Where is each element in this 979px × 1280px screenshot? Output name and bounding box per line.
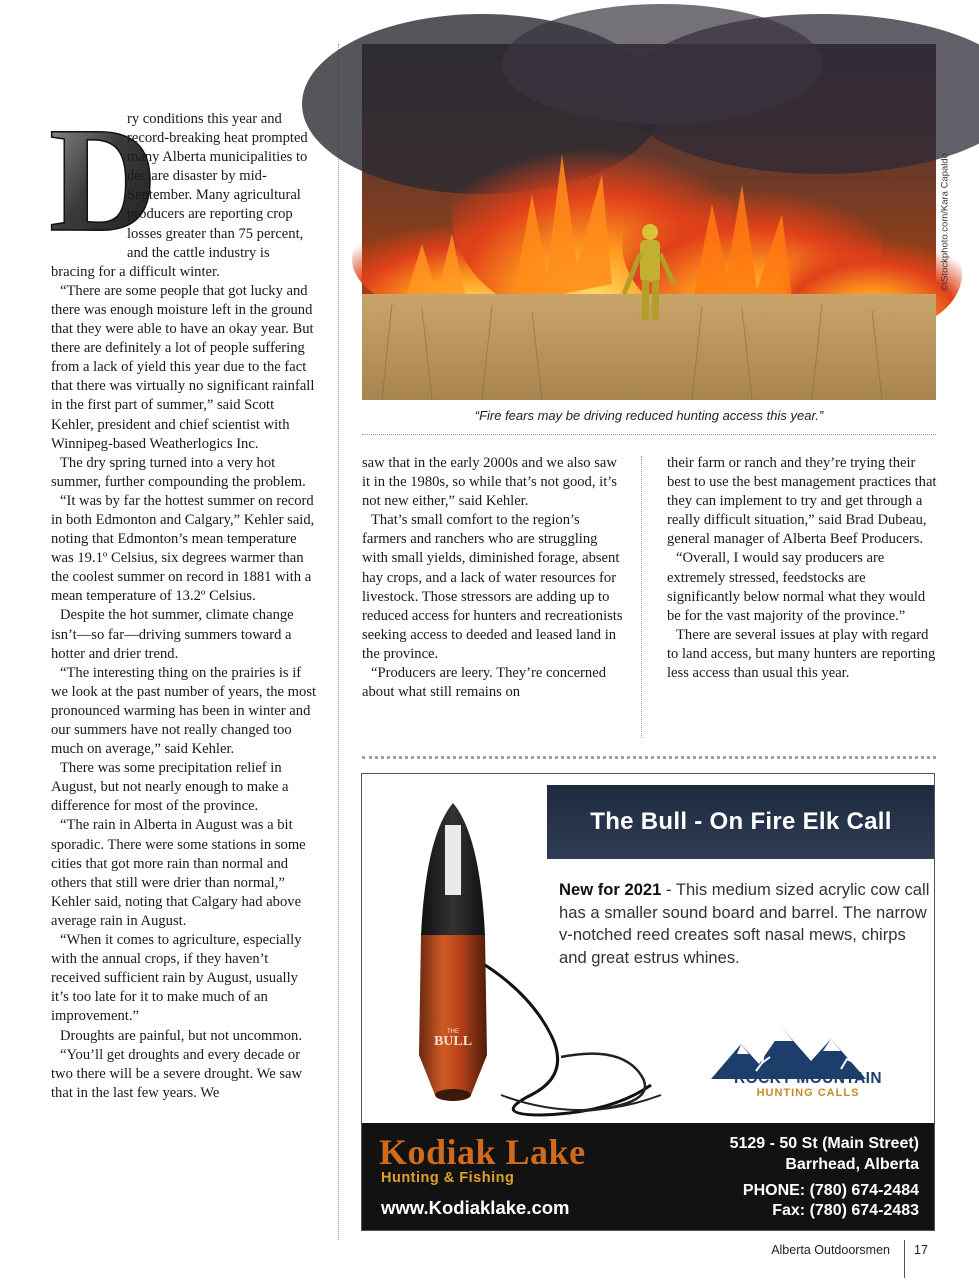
paragraph: “The interesting thing on the prairies is if we look at the past number of years, the most pronounced warming has been in winter and our summers have not really changed too much on average,” said Kehler. xyxy=(51,664,317,758)
paragraph: Droughts are painful, but not uncommon. xyxy=(60,1027,302,1044)
paragraph: That’s small comfort to the region’s farmers and ranchers who are struggling with small yields, diminished forage, absent hay crops, and a lack of water resources for livestock. Those stressors are adding up to reduced access for hunters and recreationists seeking access to deeded and leased land in the province. xyxy=(362,512,623,662)
brand-subtitle: HUNTING CALLS xyxy=(756,1087,860,1099)
store-subtitle: Hunting & Fishing xyxy=(381,1170,515,1186)
svg-text:BULL: BULL xyxy=(433,1034,473,1049)
paragraph: Despite the hot summer, climate change isn’t—so far—driving summers toward a hotter and drier trend. xyxy=(51,607,294,662)
paragraph: “You’ll get droughts and every decade or two there will be a severe drought. We saw that in the last few years. We xyxy=(51,1046,303,1101)
paragraph: “There are some people that got lucky and there was enough moisture left in the ground that they were able to have an okay year. But there are definitely a lot of people suffering from a lack of yield this year due to the fact that there was virtually no significant rainfall in the first part of summer,” said Scott Kehler, president and chief scientist with Winnipeg-based Weatherlogics Inc. xyxy=(51,282,315,452)
column-divider xyxy=(641,456,642,738)
paragraph: There was some precipitation relief in August, but not nearly enough to make a difference for most of the province. xyxy=(51,760,289,815)
caption-divider xyxy=(362,434,936,435)
page-number: 17 xyxy=(914,1243,928,1257)
ad-description xyxy=(559,879,931,969)
store-website-link[interactable]: www.Kodiaklake.com xyxy=(381,1197,570,1218)
store-name: Kodiak Lake xyxy=(379,1132,586,1172)
photo-credit: ©iStockphoto.com/Kara Capaldo xyxy=(939,153,951,291)
article-middle-column xyxy=(362,454,624,702)
paragraph: their farm or ranch and they’re trying their best to use the best management practices that they can implement to try and get through a really difficult situation,” said Brad Dubeau, general manager of Alberta Beef Producers. xyxy=(667,455,937,548)
paragraph: “It was by far the hottest summer on record in both Edmonton and Calgary,” Kehler said, noting that Edmonton’s mean temperature was 19.1º Celsius, six degrees warmer than the coolest summer on record in 1881 with a mean temperature of 13.2º Celsius. xyxy=(51,492,315,605)
footer-divider xyxy=(904,1240,905,1278)
paragraph: “Overall, I would say producers are extremely stressed, feedstocks are significantly below normal what they would be for the vast majority of the province.” xyxy=(667,550,926,624)
paragraph: There are several issues at play with regard to land access, but many hunters are reporting less access than usual this year. xyxy=(667,626,936,682)
ad-description-body: - This medium sized acrylic cow call has a smaller sound board and barrel. The narrow v-notched reed creates soft nasal mews, chirps and great estrus whines. xyxy=(559,880,930,967)
store-phone: PHONE: (780) 674-2484 xyxy=(742,1182,919,1199)
ad-description-lead: New for 2021 xyxy=(559,880,662,899)
paragraph: ry conditions this year and record-breaking heat prompted many Alberta municipalities to declare disaster by mid-September. Many agricultural producers are reporting crop losses greater than 75 percent, and the cattle industry is bracing for a difficult winter. xyxy=(51,111,308,280)
article-right-column xyxy=(667,454,937,683)
store-fax: Fax: (780) 674-2483 xyxy=(772,1202,919,1219)
photo-caption: “Fire fears may be driving reduced hunting access this year.” xyxy=(474,408,824,423)
svg-text:THE: THE xyxy=(447,1029,459,1035)
paragraph: “Producers are leery. They’re concerned about what still remains on xyxy=(362,665,606,701)
store-address-line1: 5129 - 50 St (Main Street) xyxy=(729,1135,919,1152)
article-left-column xyxy=(49,97,317,1103)
wildfire-photo xyxy=(362,44,936,400)
section-divider xyxy=(362,756,936,759)
ad-title: The Bull - On Fire Elk Call xyxy=(590,808,892,835)
paragraph: The dry spring turned into a very hot summer, further compounding the problem. xyxy=(51,454,306,490)
paragraph: saw that in the early 2000s and we also saw it in the 1980s, so while that’s not good, it’s not new either,” said Kehler. xyxy=(362,455,617,510)
elk-call-advertisement[interactable] xyxy=(361,773,935,1231)
paragraph: “When it comes to agriculture, especially with the annual crops, if they haven’t received sufficient rain by August, usually it’s too late for it to make much of an improvement.” xyxy=(51,932,302,1025)
dropcap-letter xyxy=(45,97,158,263)
paragraph: “The rain in Alberta in August was a bit sporadic. There were some stations in some cities that got more rain than normal and others that still were drier than normal,” Kehler said, noting that Calgary had above average rain in August. xyxy=(51,817,306,929)
store-address-line2: Barrhead, Alberta xyxy=(785,1156,919,1173)
svg-text:D: D xyxy=(49,97,158,263)
publication-name: Alberta Outdoorsmen xyxy=(771,1243,890,1257)
brand-name: ROCKY MOUNTAIN xyxy=(734,1070,882,1087)
column-divider xyxy=(338,44,339,1240)
